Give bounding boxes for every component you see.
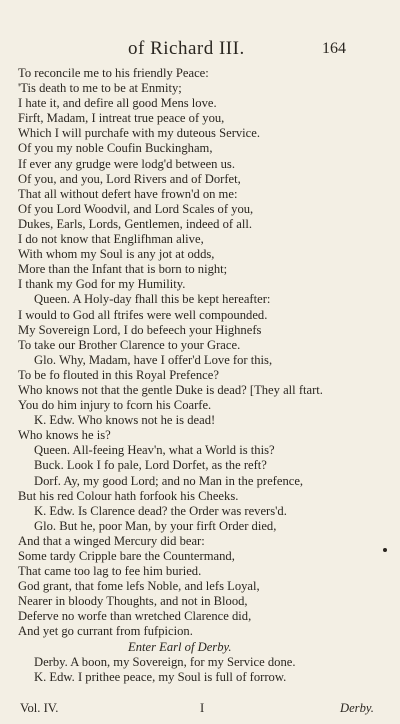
text-line: I hate it, and defire all good Mens love. bbox=[18, 96, 217, 111]
printing-mark bbox=[383, 548, 387, 552]
speech-line: Buck. Look I fo pale, Lord Dorfet, as the reft? bbox=[34, 458, 267, 473]
text-line: Some tardy Cripple bare the Countermand, bbox=[18, 549, 235, 563]
page-number: 164 bbox=[322, 40, 346, 57]
running-title: of Richard III. bbox=[128, 38, 245, 59]
speech-line: Glo. But he, poor Man, by your firft Order died, bbox=[34, 518, 277, 533]
text-line: And that a winged Mercury did bear: bbox=[18, 533, 205, 548]
speech-line: Glo. Why, Madam, have I offer'd Love for this, bbox=[34, 352, 273, 367]
speech-line: K. Edw. Is Clarence dead? the Order was revers'd. bbox=[34, 503, 287, 518]
speech-line: K. Edw. Who knows not he is dead! bbox=[34, 413, 216, 428]
speech-line: Derby. A boon, my Sovereign, for my Service done. bbox=[34, 654, 296, 669]
text-line: Of you my noble Coufin Buckingham, bbox=[18, 141, 213, 156]
text-line: Deferve no worfe than wretched Clarence did, bbox=[18, 609, 252, 624]
speech-line: Queen. All-feeing Heav'n, what a World is this? bbox=[34, 443, 275, 458]
text-line: If ever any grudge were lodg'd between us. bbox=[18, 156, 235, 171]
text-line: 'Tis death to me to be at Enmity; bbox=[18, 81, 182, 96]
speech-line: K. Edw. I prithee peace, my Soul is full of forrow. bbox=[34, 669, 287, 684]
play-text bbox=[18, 66, 396, 685]
text-line: But his red Colour hath forfook his Cheeks. bbox=[18, 488, 239, 503]
text-line: More than the Infant that is born to night; bbox=[18, 262, 228, 277]
text-line: That all without defert have frown'd on me: bbox=[18, 186, 238, 201]
text-line: Who knows not that the gentle Duke is dead? [They all ftart. bbox=[18, 382, 323, 397]
text-line: With whom my Soul is any jot at odds, bbox=[18, 247, 215, 262]
text-line: My Sovereign Lord, I do befeech your Highnefs bbox=[18, 322, 262, 337]
text-line: Firft, Madam, I intreat true peace of you, bbox=[18, 111, 225, 126]
text-line: And yet go currant from fufpicion. bbox=[18, 624, 193, 639]
text-line: Who knows he is? bbox=[18, 428, 111, 443]
running-header bbox=[0, 38, 400, 62]
text-line: I would to God all ftrifes were well compounded. bbox=[18, 307, 268, 322]
speech-line: Dorf. Ay, my good Lord; and no Man in the prefence, bbox=[34, 473, 304, 488]
text-line: God grant, that fome lefs Noble, and lefs Loyal, bbox=[18, 579, 260, 594]
stage-direction: Enter Earl of Derby. bbox=[128, 639, 232, 654]
text-line: That came too lag to fee him buried. bbox=[18, 564, 202, 579]
text-line: To take our Brother Clarence to your Grace. bbox=[18, 337, 241, 352]
text-line: To be fo flouted in this Royal Prefence? bbox=[18, 367, 219, 382]
text-line: I thank my God for my Humility. bbox=[18, 277, 186, 292]
volume-mark: Vol. IV. bbox=[20, 701, 59, 715]
text-line: I do not know that Englifhman alive, bbox=[18, 232, 204, 247]
signature-mark: I bbox=[200, 701, 205, 715]
text-line: Nearer in bloody Thoughts, and not in Blood, bbox=[18, 594, 248, 609]
text-line: Which I will purchafe with my duteous Service. bbox=[18, 126, 261, 141]
page-footer bbox=[0, 701, 400, 717]
text-line: To reconcile me to his friendly Peace: bbox=[18, 66, 209, 80]
text-line: Dukes, Earls, Lords, Gentlemen, indeed of all. bbox=[18, 216, 252, 231]
text-line: Of you Lord Woodvil, and Lord Scales of you, bbox=[18, 201, 254, 216]
text-line: You do him injury to fcorn his Coarfe. bbox=[18, 398, 212, 413]
catchword: Derby. bbox=[340, 701, 374, 715]
text-line: Of you, and you, Lord Rivers and of Dorfet, bbox=[18, 171, 241, 186]
speech-line: Queen. A Holy-day fhall this be kept hereafter: bbox=[34, 292, 271, 307]
